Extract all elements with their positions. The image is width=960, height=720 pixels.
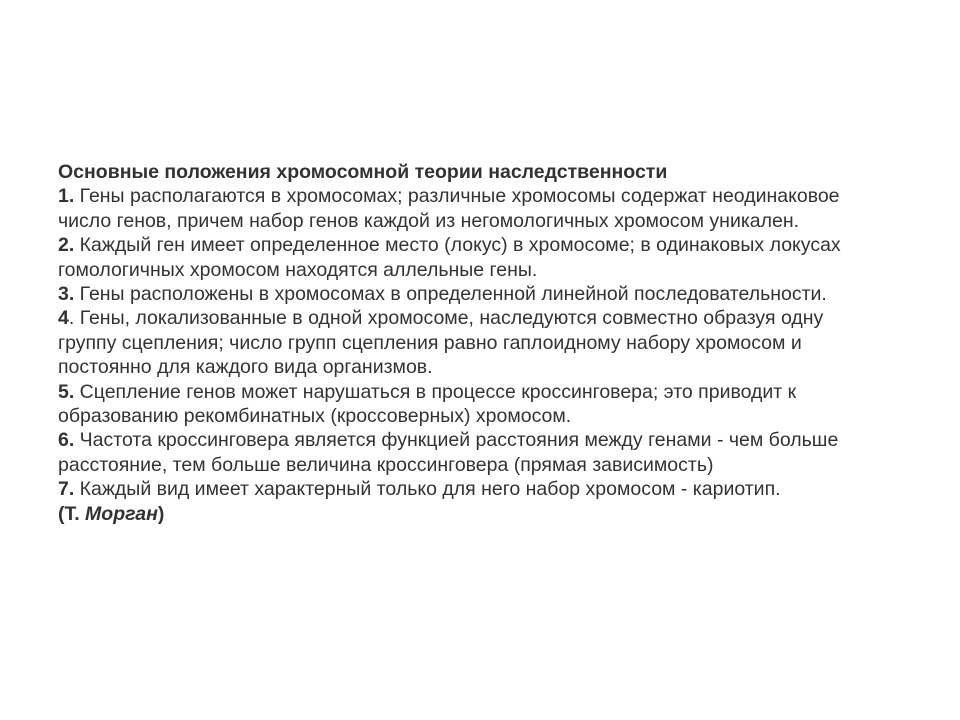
list-item-3	[58, 282, 908, 306]
item-text: Частота кроссинговера является функцией расстояния между генами - чем больше	[74, 429, 839, 452]
list-item-2	[58, 233, 908, 282]
item-text: . Гены, локализованные в одной хромосоме, наследуются совместно образуя одну	[68, 307, 824, 330]
item-line: расстояние, тем больше величина кроссинговера (прямая зависимость)	[58, 453, 714, 476]
item-line: образованию рекомбинатных (кроссоверных) хромосом.	[58, 405, 572, 428]
item-text: Сцепление генов может нарушаться в процессе кроссинговера; это приводит к	[74, 380, 797, 403]
list-item-4	[58, 306, 908, 379]
item-line	[58, 184, 908, 208]
item-number: 7.	[58, 478, 75, 501]
item-line	[58, 477, 908, 501]
item-text: Гены расположены в хромосомах в определенной линейной последовательности.	[74, 283, 827, 306]
item-text: Каждый вид имеет характерный только для него набор хромосом - кариотип.	[74, 478, 781, 501]
item-number: 6.	[58, 429, 75, 452]
item-line	[58, 428, 908, 452]
list-item-5	[58, 380, 908, 429]
slide-heading: Основные положения хромосомной теории наследственности	[58, 161, 668, 183]
author-attribution	[58, 502, 908, 526]
item-number: 2.	[58, 234, 75, 257]
item-number: 4	[58, 307, 69, 330]
item-number: 5.	[58, 380, 75, 403]
item-line: число генов, причем набор генов каждой из негомологичных хромосом уникален.	[58, 209, 800, 232]
author-name: Морган	[85, 502, 158, 525]
item-line	[58, 380, 908, 404]
item-line: постоянно для каждого вида организмов.	[58, 356, 433, 379]
item-line	[58, 282, 908, 306]
item-text: Гены располагаются в хромосомах; различные хромосомы содержат неодинаковое	[74, 185, 840, 208]
text-block	[58, 160, 908, 526]
author-suffix: )	[157, 502, 165, 525]
list-item-7	[58, 477, 908, 501]
author-prefix: (Т.	[58, 502, 86, 525]
item-number: 3.	[58, 283, 75, 306]
item-line: группу сцепления; число групп сцепления равно гаплоидному набору хромосом и	[58, 331, 802, 354]
item-number: 1.	[58, 185, 75, 208]
list-item-1	[58, 184, 908, 233]
item-line	[58, 233, 908, 257]
item-line: гомологичных хромосом находятся аллельные гены.	[58, 258, 538, 281]
list-item-6	[58, 428, 908, 477]
item-text: Каждый ген имеет определенное место (локус) в хромосоме; в одинаковых локусах	[74, 234, 841, 257]
item-line	[58, 306, 908, 330]
